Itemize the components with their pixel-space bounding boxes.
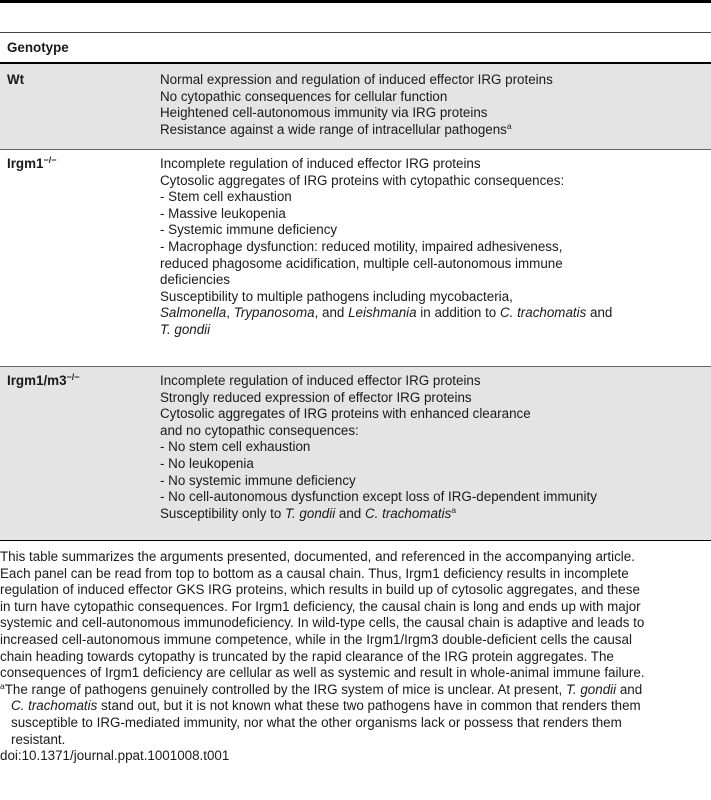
- description-line: deficiencies: [160, 272, 230, 288]
- description-line: - Systemic immune deficiency: [160, 222, 338, 238]
- genotype-column-header: Genotype: [7, 40, 69, 55]
- table-row-irgm1-m3: [0, 367, 711, 540]
- table-row-irgm1: [0, 150, 711, 366]
- footnote-text: stand out, but it is not known what these two pathogens have in common that renders them: [97, 698, 641, 714]
- doi-reference: doi:10.1371/journal.ppat.1001008.t001: [0, 748, 230, 764]
- footnote-a-line: [0, 698, 711, 715]
- genotype-name: Wt: [7, 72, 25, 87]
- pathogen-name: C. trachomatis: [11, 698, 98, 714]
- separator-text: and: [586, 305, 613, 321]
- pathogen-name: T. gondii: [565, 681, 617, 697]
- description-line: Susceptibility to multiple pathogens including mycobacteria,: [160, 288, 513, 304]
- description-line: [160, 122, 705, 139]
- pathogen-name: T. gondii: [160, 321, 211, 337]
- genotype-name: Irgm1/m3: [7, 373, 67, 388]
- genotype-name: Irgm1: [7, 156, 44, 171]
- description-line: - No systemic immune deficiency: [160, 472, 356, 488]
- description-line: - Macrophage dysfunction: reduced motility, impaired adhesiveness,: [160, 238, 563, 254]
- description-line: No cytopathic consequences for cellular function: [160, 88, 448, 104]
- footnote-a-line: susceptible to IRG-mediated immunity, nor what the other organisms lack or possess that renders them: [11, 714, 622, 730]
- genotype-superscript: −/−: [66, 372, 80, 382]
- description-cell: [160, 72, 705, 138]
- table-footnote: [0, 549, 711, 765]
- description-line: Incomplete regulation of induced effector IRG proteins: [160, 156, 481, 171]
- description-line: Normal expression and regulation of induced effector IRG proteins: [160, 72, 553, 87]
- footnote-a-line: resistant.: [11, 731, 66, 747]
- genotype-cell: [7, 156, 56, 173]
- description-line: [160, 305, 705, 322]
- table-bottom-rule: [0, 540, 711, 541]
- description-line: [160, 506, 705, 523]
- footnote-marker: a: [451, 504, 457, 515]
- separator-text: and: [335, 505, 365, 521]
- table-row-wt: [0, 64, 711, 149]
- pathogen-name: Salmonella: [160, 305, 227, 321]
- pathogen-name: C. trachomatis: [364, 505, 452, 521]
- description-line: Cytosolic aggregates of IRG proteins with enhanced clearance: [160, 406, 531, 422]
- genotype-cell: [7, 373, 80, 390]
- separator-text: in addition to: [416, 305, 500, 321]
- pathogen-name: Trypanosoma: [233, 305, 315, 321]
- description-line: - No leukopenia: [160, 455, 254, 471]
- table-title-area: [0, 3, 711, 32]
- description-line: - No stem cell exhaustion: [160, 439, 311, 455]
- footnote-text: and: [616, 681, 643, 697]
- footnote-line: chain heading towards cytopathy is truncated by the rapid clearance of the IRG protein aggregates. The: [0, 648, 614, 664]
- pathogen-name: C. trachomatis: [499, 305, 587, 321]
- description-line: Strongly reduced expression of effector IRG proteins: [160, 389, 472, 405]
- footnote-a-line: [0, 682, 711, 699]
- description-text: Susceptibility only to: [160, 505, 286, 521]
- description-line: Heightened cell-autonomous immunity via IRG proteins: [160, 105, 488, 121]
- pathogen-name: Leishmania: [348, 305, 417, 321]
- footnote-line: increased cell-autonomous immune competence, while in the Irgm1/Irgm3 double-deficient cells the causal: [0, 631, 632, 647]
- description-line: Cytosolic aggregates of IRG proteins with cytopathic consequences:: [160, 172, 565, 188]
- description-cell: [160, 156, 705, 339]
- table-header-row: [0, 33, 711, 63]
- footnote-line: consequences of Irgm1 deficiency are cellular as well as systemic and result in whole-animal immune failure.: [0, 665, 645, 681]
- description-line: [160, 322, 705, 339]
- description-cell: [160, 373, 705, 522]
- footnote-line: This table summarizes the arguments presented, documented, and referenced in the accompanying article.: [0, 549, 635, 564]
- description-text: Resistance against a wide range of intracellular pathogens: [160, 121, 507, 137]
- footnote-line: regulation of induced effector GKS IRG proteins, which results in build up of cytosolic aggregates, and these: [0, 582, 640, 598]
- footnote-line: systemic and cell-autonomous immunodeficiency. In wild-type cells, the causal chain is adaptive and leads to: [0, 615, 645, 631]
- footnote-marker: a: [0, 680, 5, 691]
- description-line: - No cell-autonomous dysfunction except loss of IRG-dependent immunity: [160, 489, 597, 505]
- pathogen-name: T. gondii: [285, 505, 336, 521]
- footnote-line: Each panel can be read from top to bottom as a causal chain. Thus, Irgm1 deficiency results in incomplete: [0, 565, 629, 581]
- genotype-cell: [7, 72, 24, 89]
- separator-text: ,: [226, 305, 234, 321]
- footnote-line: in turn have cytopathic consequences. For Irgm1 deficiency, the causal chain is long and ends up with major: [0, 598, 641, 614]
- footnote-marker: a: [506, 120, 512, 131]
- description-line: and no cytopathic consequences:: [160, 422, 359, 438]
- description-line: - Stem cell exhaustion: [160, 189, 292, 205]
- footnote-text: The range of pathogens genuinely controlled by the IRG system of mice is unclear. At present,: [4, 681, 566, 697]
- description-line: - Massive leukopenia: [160, 205, 286, 221]
- genotype-superscript: −/−: [43, 155, 57, 165]
- description-line: reduced phagosome acidification, multiple cell-autonomous immune: [160, 255, 563, 271]
- separator-text: , and: [314, 305, 349, 321]
- description-line: Incomplete regulation of induced effector IRG proteins: [160, 373, 481, 388]
